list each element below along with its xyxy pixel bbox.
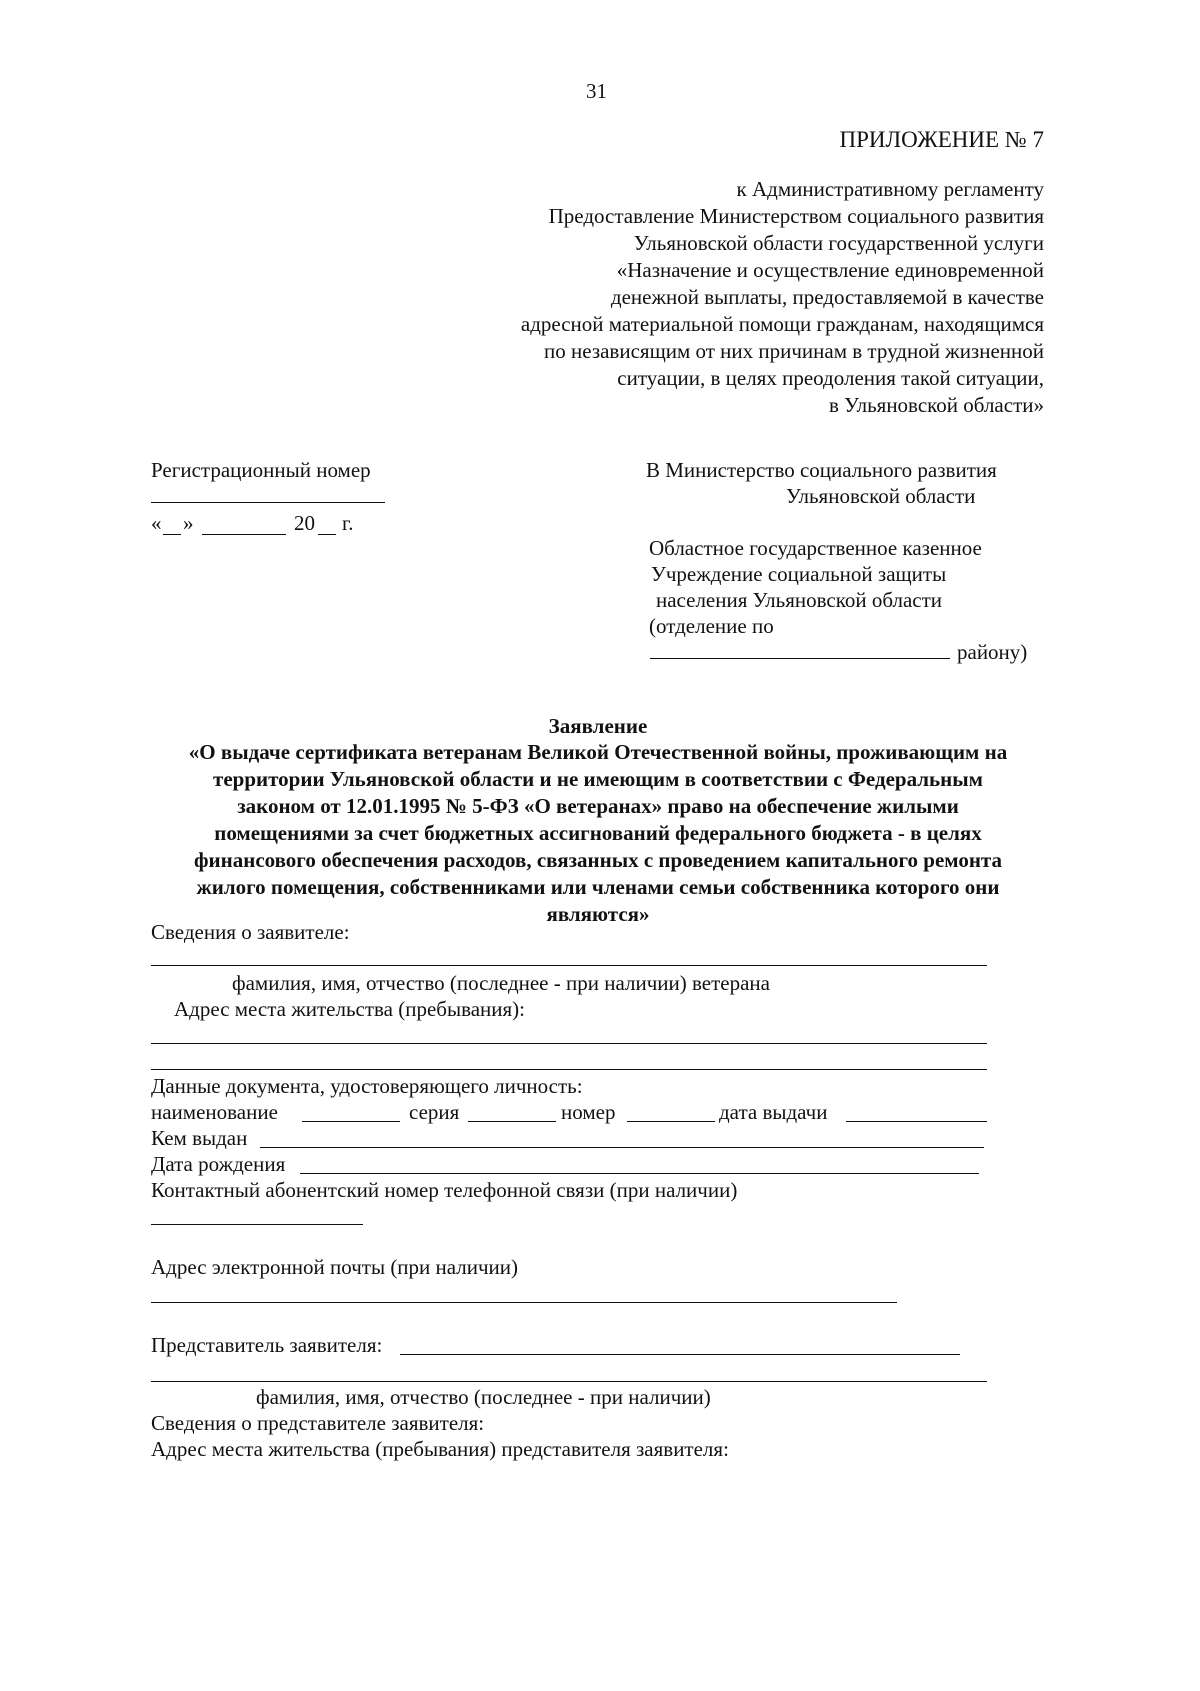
statement-line: территории Ульяновской области и не имеющим в соответствии с Федеральным — [213, 767, 983, 791]
representative-fio-caption: фамилия, имя, отчество (последнее - при наличии) — [256, 1385, 711, 1409]
phone-label: Контактный абонентский номер телефонной связи (при наличии) — [151, 1178, 738, 1202]
doc-series-label: серия — [409, 1100, 460, 1124]
email-label: Адрес электронной почты (при наличии) — [151, 1255, 519, 1279]
recipient-org-3: населения Ульяновской области — [656, 588, 943, 612]
registration-day-line[interactable] — [163, 534, 181, 535]
email-line[interactable] — [151, 1302, 897, 1303]
registration-year-line[interactable] — [318, 534, 336, 535]
representative-line[interactable] — [400, 1354, 960, 1355]
appendix-line: «Назначение и осуществление единовременной — [616, 258, 1044, 282]
birth-date-label: Дата рождения — [151, 1152, 286, 1176]
id-doc-label: Данные документа, удостоверяющего личность: — [151, 1074, 583, 1098]
issued-by-line[interactable] — [260, 1147, 984, 1148]
appendix-line: к Административному регламенту — [736, 177, 1044, 201]
address-label: Адрес места жительства (пребывания): — [174, 997, 526, 1021]
recipient-line-1: В Министерство социального развития — [646, 458, 997, 482]
statement-line: финансового обеспечения расходов, связанных с проведением капитального ремонта — [193, 848, 1002, 872]
appendix-block — [424, 176, 1044, 419]
appendix-line: адресной материальной помощи гражданам, находящимся — [520, 312, 1044, 336]
address-line-1[interactable] — [151, 1043, 987, 1044]
applicant-fio-caption: фамилия, имя, отчество (последнее - при наличии) ветерана — [232, 971, 770, 995]
registration-month-line[interactable] — [202, 534, 286, 535]
statement-line: законом от 12.01.1995 № 5-ФЗ «О ветеранах» право на обеспечение жилыми — [237, 794, 959, 818]
doc-name-label: наименование — [151, 1100, 278, 1124]
appendix-line: ситуации, в целях преодоления такой ситуации, — [617, 366, 1044, 390]
recipient-line-2: Ульяновской области — [786, 484, 976, 508]
statement-line: жилого помещения, собственниками или членами семьи собственника которого они — [196, 875, 1000, 899]
doc-issue-date-line[interactable] — [846, 1121, 987, 1122]
recipient-org-5: району) — [957, 640, 1028, 664]
representative-info-label: Сведения о представителе заявителя: — [151, 1411, 485, 1435]
phone-line[interactable] — [151, 1224, 363, 1225]
statement-line: «О выдаче сертификата ветеранам Великой Отечественной войны, проживающим на — [188, 740, 1008, 764]
statement-line: являются» — [546, 902, 650, 926]
doc-number-label: номер — [561, 1100, 616, 1124]
address-line-2[interactable] — [151, 1069, 987, 1070]
registration-date-close: » — [183, 511, 194, 535]
registration-year-suffix: г. — [342, 511, 354, 535]
representative-address-label: Адрес места жительства (пребывания) представителя заявителя: — [151, 1437, 729, 1461]
registration-date-open: « — [151, 511, 162, 535]
doc-issue-date-label: дата выдачи — [719, 1100, 828, 1124]
appendix-line: Предоставление Министерством социального развития — [548, 204, 1044, 228]
doc-number-line[interactable] — [627, 1121, 715, 1122]
appendix-title: ПРИЛОЖЕНИЕ № 7 — [839, 127, 1044, 152]
statement-line: помещениями за счет бюджетных ассигнований федерального бюджета - в целях — [214, 821, 982, 845]
representative-fio-line[interactable] — [151, 1381, 987, 1382]
page-number: 31 — [586, 79, 607, 103]
appendix-line: в Ульяновской области» — [828, 393, 1044, 417]
issued-by-label: Кем выдан — [151, 1126, 248, 1150]
district-line[interactable] — [650, 658, 950, 659]
appendix-line: Ульяновской области государственной услуги — [633, 231, 1044, 255]
appendix-line: по независящим от них причинам в трудной жизненной — [544, 339, 1044, 363]
applicant-info-label: Сведения о заявителе: — [151, 920, 350, 944]
recipient-org-1: Областное государственное казенное — [649, 536, 982, 560]
registration-year-prefix: 20 — [294, 511, 315, 535]
statement-body — [120, 739, 1076, 928]
applicant-fio-line[interactable] — [151, 965, 987, 966]
doc-name-line[interactable] — [302, 1121, 400, 1122]
birth-date-line[interactable] — [300, 1173, 979, 1174]
statement-title: Заявление — [548, 714, 648, 738]
representative-label: Представитель заявителя: — [151, 1333, 383, 1357]
appendix-line: денежной выплаты, предоставляемой в качестве — [610, 285, 1044, 309]
doc-series-line[interactable] — [468, 1121, 556, 1122]
registration-number-line[interactable] — [151, 502, 385, 503]
recipient-org-4: (отделение по — [649, 614, 774, 638]
registration-label: Регистрационный номер — [151, 458, 371, 482]
recipient-org-2: Учреждение социальной защиты — [651, 562, 947, 586]
